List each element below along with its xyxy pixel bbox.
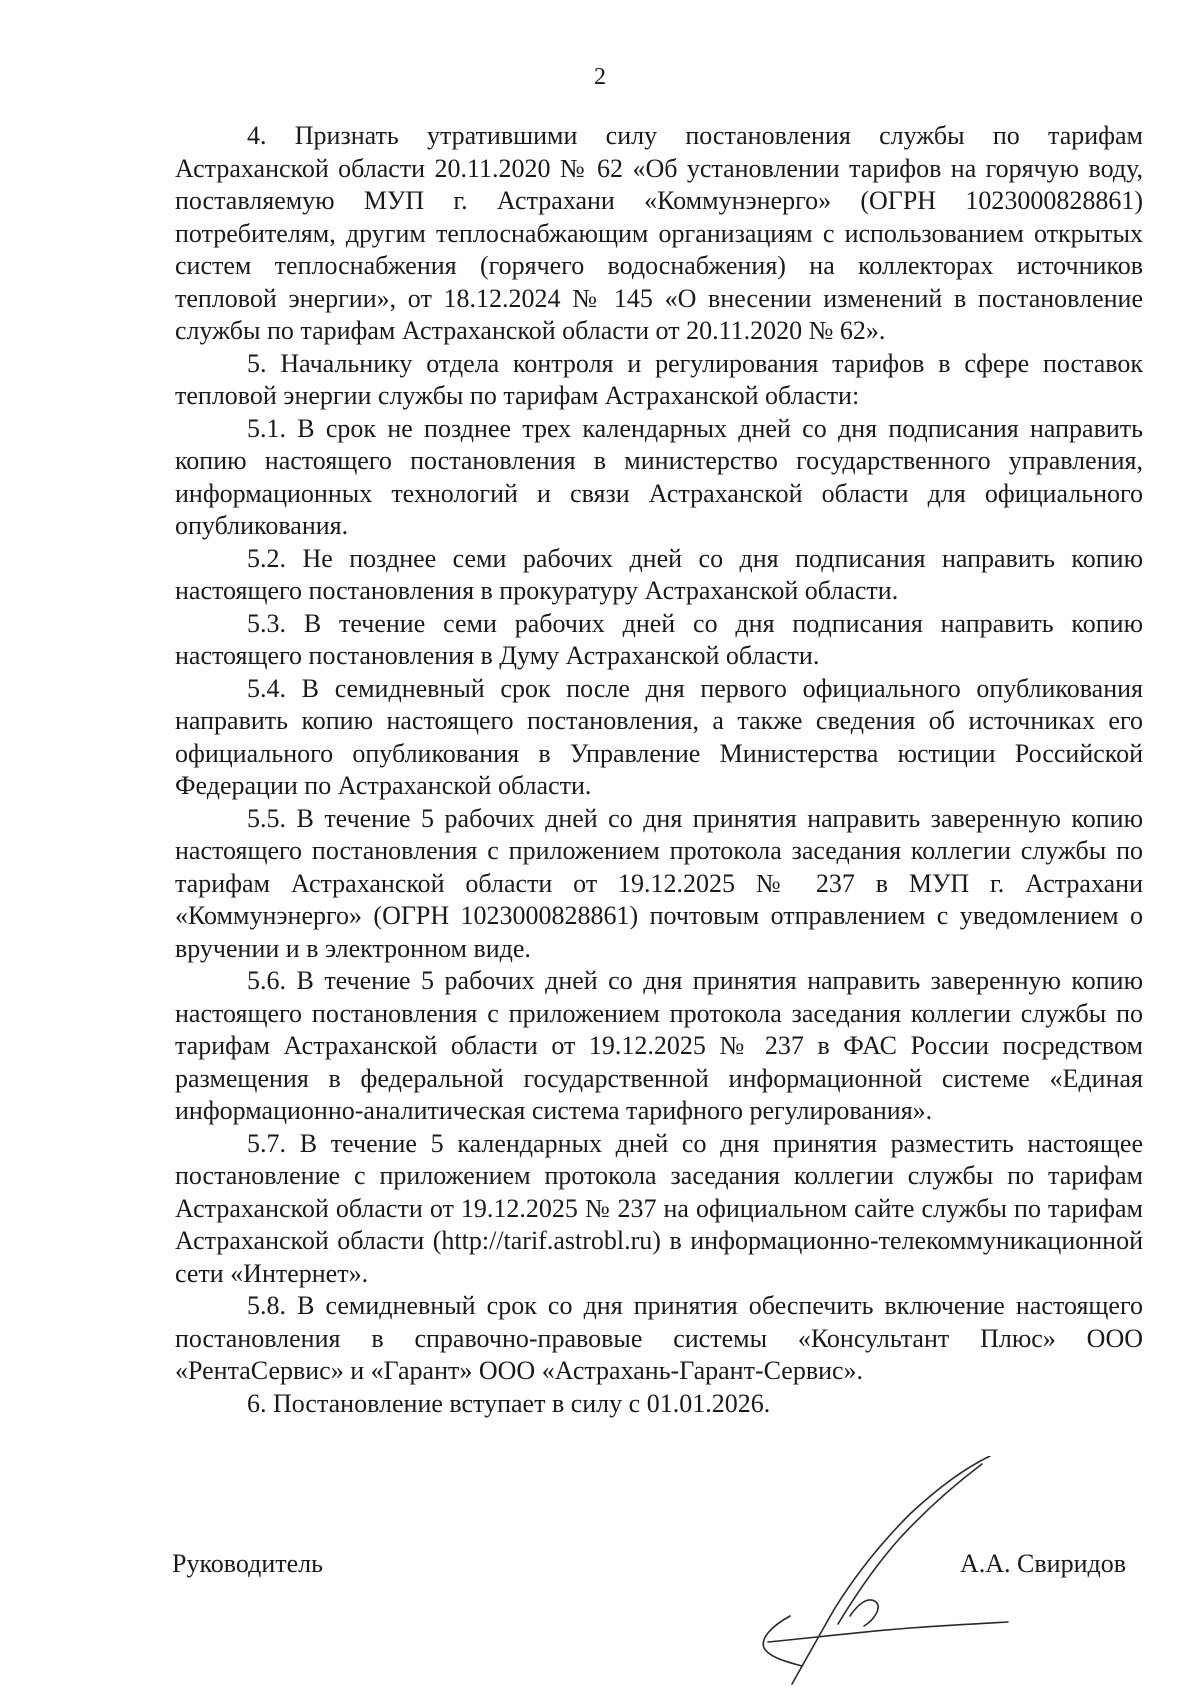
paragraph-5-3: 5.3. В течение семи рабочих дней со дня подписания направить копию настоящего постановления в Думу Астраханской области. bbox=[175, 608, 1143, 670]
paragraph-5-1: 5.1. В срок не позднее трех календарных дней со дня подписания направить копию настоящего постановления в министерство государственного управления, информационных технологий и связи Астраханской области для официального опубликования. bbox=[175, 413, 1143, 540]
paragraph-5-6: 5.6. В течение 5 рабочих дней со дня принятия направить заверенную копию настоящего постановления с приложением протокола заседания коллегии службы по тарифам Астраханской области от 19.12.2025 № 237 в ФАС России посредством размещения в федеральной государственной информационной системе «Единая информационно-аналитическая система тарифного регулирования». bbox=[175, 966, 1143, 1125]
signatory-position: Руководитель bbox=[172, 1549, 323, 1578]
paragraph-5-5: 5.5. В течение 5 рабочих дней со дня принятия направить заверенную копию настоящего постановления с приложением протокола заседания коллегии службы по тарифам Астраханской области от 19.12.2025 № 237 в МУП г. Астрахани «Коммунэнерго» (ОГРН 1023000828861) почтовым отправлением с уведомлением о вручении и в электронном виде. bbox=[175, 803, 1143, 963]
document-body bbox=[175, 120, 1143, 1420]
paragraph-5-7: 5.7. В течение 5 календарных дней со дня принятия разместить настоящее постановление с приложением протокола заседания коллегии службы по тарифам Астраханской области от 19.12.2025 № 237 на официальном сайте службы по тарифам Астраханской области (http://tarif.astrobl.ru) в информационно-телекоммуникационной сети «Интернет». bbox=[175, 1128, 1143, 1288]
paragraph-5: 5. Начальнику отдела контроля и регулирования тарифов в сфере поставок тепловой энергии службы по тарифам Астраханской области: bbox=[175, 348, 1143, 410]
signature-block bbox=[0, 1440, 1200, 1696]
paragraph-4: 4. Признать утратившими силу постановления службы по тарифам Астраханской области 20.11.2020 № 62 «Об установлении тарифов на горячую воду, поставляемую МУП г. Астрахани «Коммунэнерго» (ОГРН 1023000828861) потребителям, другим теплоснабжающим организациям с использованием открытых систем теплоснабжения (горячего водоснабжения) на коллекторах источников тепловой энергии», от 18.12.2024 № 145 «О внесении изменений в постановление службы по тарифам Астраханской области от 20.11.2020 № 62». bbox=[175, 121, 1143, 345]
paragraph-5-4: 5.4. В семидневный срок после дня первого официального опубликования направить копию настоящего постановления, а также сведения об источниках его официального опубликования в Управление Министерства юстиции Российской Федерации по Астраханской области. bbox=[175, 673, 1143, 800]
paragraph-5-8: 5.8. В семидневный срок со дня принятия обеспечить включение настоящего постановления в справочно-правовые системы «Консультант Плюс» ООО «РентаСервис» и «Гарант» ООО «Астрахань-Гарант-Сервис». bbox=[175, 1291, 1143, 1385]
paragraph-6: 6. Постановление вступает в силу с 01.01.2026. bbox=[247, 1388, 771, 1418]
signatory-name: А.А. Свиридов bbox=[959, 1549, 1126, 1578]
page-number: 2 bbox=[594, 64, 606, 90]
paragraph-5-2: 5.2. Не позднее семи рабочих дней со дня подписания направить копию настоящего постановления в прокуратуру Астраханской области. bbox=[175, 543, 1143, 605]
